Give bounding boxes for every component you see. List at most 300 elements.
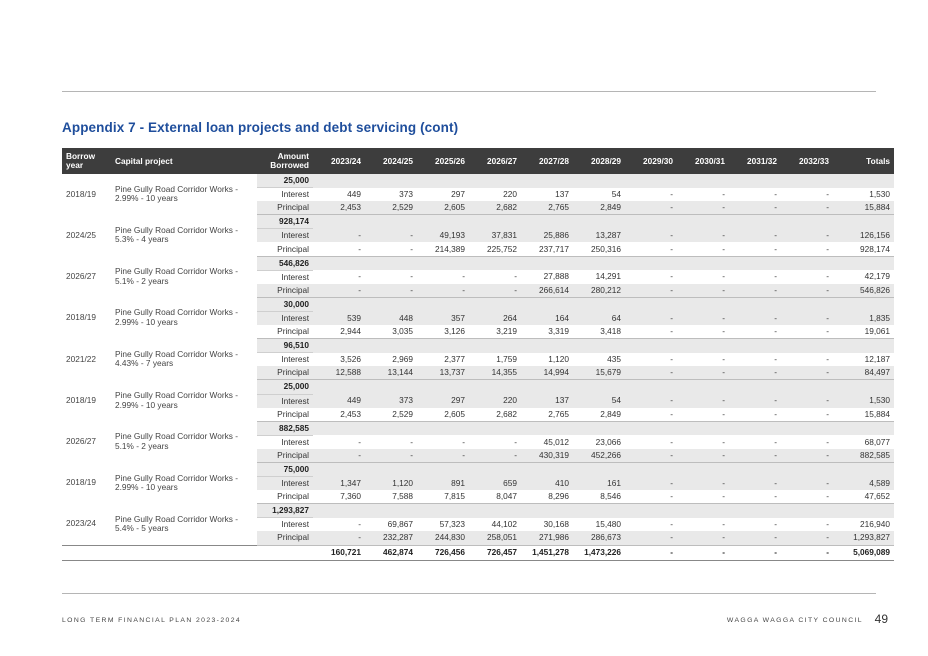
value-cell: -: [625, 531, 677, 545]
empty-cell: [469, 380, 521, 394]
value-cell: -: [625, 366, 677, 380]
table-row: [62, 174, 894, 188]
value-cell: -: [722, 271, 725, 282]
empty-cell: [781, 421, 833, 435]
value-cell: -: [774, 436, 777, 447]
empty-cell: [469, 504, 521, 518]
value-cell: 264: [469, 311, 521, 325]
value-cell: 452,266: [573, 449, 625, 463]
value-cell: 449: [313, 394, 365, 408]
value-cell: -: [781, 449, 833, 463]
value-cell: 23,066: [595, 436, 621, 447]
column-header: 2030/31: [677, 148, 729, 174]
capital-project: Pine Gully Road Corridor Works - 5.1% - 2 years: [115, 431, 238, 451]
empty-cell: [677, 256, 729, 270]
value-cell: -: [625, 490, 677, 504]
empty-cell: [729, 380, 781, 394]
value-cell: 3,319: [521, 325, 573, 339]
empty-cell: [573, 339, 625, 353]
empty-cell: [573, 215, 625, 229]
table-row: [62, 504, 894, 518]
value-cell: -: [722, 436, 725, 447]
borrow-year: 2018/19: [66, 188, 96, 199]
amount-borrowed: 30,000: [257, 297, 313, 311]
value-cell: 266,614: [521, 284, 573, 298]
total-cell: 1,473,226: [573, 545, 625, 560]
empty-cell: [521, 256, 573, 270]
value-cell: 54: [611, 188, 621, 199]
value-cell: 220: [503, 188, 517, 199]
empty-cell: [729, 215, 781, 229]
amount-borrowed: 546,826: [257, 256, 313, 270]
row-label-principal: Principal: [257, 531, 313, 545]
value-cell: 126,156: [833, 229, 894, 243]
empty-cell: [521, 215, 573, 229]
value-cell: 49,193: [417, 229, 469, 243]
value-cell: 1,293,827: [833, 531, 894, 545]
table-row: [62, 215, 894, 229]
value-cell: 54: [573, 394, 625, 408]
empty-cell: [521, 174, 573, 188]
value-cell: -: [417, 284, 469, 298]
value-cell: 1,530: [833, 394, 894, 408]
empty-cell: [729, 421, 781, 435]
value-cell: -: [670, 436, 673, 447]
value-cell: 2,529: [365, 201, 417, 215]
value-cell: 14,994: [521, 366, 573, 380]
empty-cell: [729, 174, 781, 188]
empty-cell: [573, 380, 625, 394]
value-cell: -: [365, 242, 417, 256]
value-cell: -: [358, 436, 361, 447]
total-cell: 462,874: [365, 545, 417, 560]
value-cell: -: [729, 477, 781, 491]
borrow-year: 2026/27: [66, 270, 96, 281]
value-cell: -: [514, 271, 517, 282]
total-cell: 160,721: [313, 545, 365, 560]
column-header: 2031/32: [729, 148, 781, 174]
value-cell: 37,831: [469, 229, 521, 243]
row-label-principal: Principal: [257, 490, 313, 504]
value-cell: -: [670, 188, 673, 199]
value-cell: -: [514, 436, 517, 447]
value-cell: -: [677, 490, 729, 504]
value-cell: -: [313, 242, 365, 256]
page-title: Appendix 7 - External loan projects and debt servicing (cont): [62, 120, 459, 135]
empty-cell: [677, 339, 729, 353]
column-header: 2029/30: [625, 148, 677, 174]
value-cell: -: [774, 188, 777, 199]
empty-cell: [521, 380, 573, 394]
value-cell: 2,849: [573, 408, 625, 422]
empty-cell: [469, 256, 521, 270]
amount-borrowed: 75,000: [257, 462, 313, 476]
value-cell: 1,347: [313, 477, 365, 491]
empty-cell: [833, 174, 894, 188]
borrow-year: 2024/25: [66, 229, 96, 240]
top-rule: [62, 91, 876, 92]
value-cell: 280,212: [573, 284, 625, 298]
capital-project: Pine Gully Road Corridor Works - 2.99% - 10 years: [115, 390, 238, 410]
empty-cell: [365, 256, 417, 270]
value-cell: 12,588: [313, 366, 365, 380]
empty-cell: [365, 297, 417, 311]
amount-borrowed: 928,174: [257, 215, 313, 229]
value-cell: -: [774, 519, 777, 530]
empty-cell: [469, 421, 521, 435]
value-cell: -: [358, 271, 361, 282]
value-cell: -: [625, 408, 677, 422]
value-cell: 3,035: [365, 325, 417, 339]
column-header: 2032/33: [781, 148, 833, 174]
value-cell: 137: [521, 394, 573, 408]
value-cell: 42,179: [864, 271, 890, 282]
value-cell: 15,884: [833, 408, 894, 422]
borrow-year: 2026/27: [66, 436, 96, 447]
value-cell: -: [826, 519, 829, 530]
value-cell: 2,944: [313, 325, 365, 339]
value-cell: -: [670, 519, 673, 530]
value-cell: 449: [347, 188, 361, 199]
value-cell: -: [781, 325, 833, 339]
value-cell: 297: [417, 394, 469, 408]
empty-cell: [625, 380, 677, 394]
row-label-interest: Interest: [281, 271, 309, 282]
value-cell: -: [410, 271, 413, 282]
value-cell: -: [781, 242, 833, 256]
value-cell: 659: [469, 477, 521, 491]
column-header: Totals: [833, 148, 894, 174]
value-cell: 84,497: [833, 366, 894, 380]
empty-cell: [111, 545, 257, 560]
total-cell: 726,457: [469, 545, 521, 560]
empty-cell: [62, 545, 111, 560]
row-label-interest: Interest: [257, 477, 313, 491]
empty-cell: [313, 421, 365, 435]
value-cell: 2,765: [521, 408, 573, 422]
column-header: 2023/24: [313, 148, 365, 174]
value-cell: -: [729, 531, 781, 545]
value-cell: 2,969: [392, 354, 413, 365]
empty-cell: [729, 462, 781, 476]
value-cell: -: [729, 311, 781, 325]
value-cell: 2,377: [444, 354, 465, 365]
value-cell: -: [677, 449, 729, 463]
value-cell: 357: [417, 311, 469, 325]
value-cell: -: [625, 477, 677, 491]
empty-cell: [781, 297, 833, 311]
value-cell: 891: [417, 477, 469, 491]
amount-borrowed: 1,293,827: [257, 504, 313, 518]
value-cell: 4,589: [833, 477, 894, 491]
total-cell: 1,451,278: [521, 545, 573, 560]
empty-cell: [313, 215, 365, 229]
empty-cell: [833, 339, 894, 353]
table-row: [62, 421, 894, 435]
empty-cell: [625, 174, 677, 188]
value-cell: 373: [399, 188, 413, 199]
value-cell: -: [625, 311, 677, 325]
column-header: 2028/29: [573, 148, 625, 174]
empty-cell: [833, 380, 894, 394]
value-cell: -: [781, 229, 833, 243]
empty-cell: [313, 462, 365, 476]
value-cell: -: [677, 394, 729, 408]
empty-cell: [625, 339, 677, 353]
value-cell: 15,480: [595, 519, 621, 530]
value-cell: -: [677, 311, 729, 325]
empty-cell: [781, 462, 833, 476]
value-cell: -: [625, 325, 677, 339]
total-cell: -: [781, 545, 833, 560]
value-cell: 435: [607, 354, 621, 365]
empty-cell: [573, 256, 625, 270]
value-cell: -: [781, 284, 833, 298]
empty-cell: [677, 380, 729, 394]
value-cell: -: [677, 284, 729, 298]
empty-cell: [781, 339, 833, 353]
empty-cell: [573, 504, 625, 518]
value-cell: 1,530: [869, 188, 890, 199]
loan-table: [62, 148, 894, 561]
value-cell: 237,717: [521, 242, 573, 256]
value-cell: 410: [521, 477, 573, 491]
value-cell: -: [462, 271, 465, 282]
empty-cell: [417, 339, 469, 353]
empty-cell: [521, 462, 573, 476]
empty-cell: [417, 215, 469, 229]
value-cell: -: [677, 242, 729, 256]
value-cell: -: [677, 531, 729, 545]
row-label-interest: Interest: [257, 311, 313, 325]
table-row: [62, 256, 894, 270]
value-cell: 430,319: [521, 449, 573, 463]
value-cell: 57,323: [439, 519, 465, 530]
value-cell: 12,187: [864, 354, 890, 365]
value-cell: 30,168: [543, 519, 569, 530]
empty-cell: [469, 339, 521, 353]
row-label-interest: Interest: [281, 436, 309, 447]
value-cell: 15,884: [833, 201, 894, 215]
empty-cell: [833, 256, 894, 270]
value-cell: 258,051: [469, 531, 521, 545]
column-header: 2027/28: [521, 148, 573, 174]
value-cell: 2,605: [417, 201, 469, 215]
value-cell: 2,529: [365, 408, 417, 422]
value-cell: 214,389: [417, 242, 469, 256]
amount-borrowed: 96,510: [257, 339, 313, 353]
value-cell: 69,867: [387, 519, 413, 530]
column-header: 2025/26: [417, 148, 469, 174]
empty-cell: [677, 504, 729, 518]
value-cell: -: [365, 229, 417, 243]
empty-cell: [313, 339, 365, 353]
empty-cell: [833, 462, 894, 476]
value-cell: 8,047: [469, 490, 521, 504]
borrow-year: 2018/19: [66, 394, 96, 405]
value-cell: 232,287: [365, 531, 417, 545]
empty-cell: [257, 545, 313, 560]
borrow-year: 2021/22: [66, 353, 96, 364]
value-cell: 220: [469, 394, 521, 408]
value-cell: -: [729, 201, 781, 215]
empty-cell: [417, 174, 469, 188]
empty-cell: [833, 215, 894, 229]
value-cell: -: [729, 490, 781, 504]
value-cell: -: [313, 531, 365, 545]
row-label-interest: Interest: [281, 519, 309, 530]
empty-cell: [417, 380, 469, 394]
value-cell: -: [826, 436, 829, 447]
value-cell: -: [677, 229, 729, 243]
value-cell: -: [826, 271, 829, 282]
value-cell: 8,546: [573, 490, 625, 504]
value-cell: -: [313, 284, 365, 298]
value-cell: -: [781, 366, 833, 380]
value-cell: -: [625, 284, 677, 298]
value-cell: 7,360: [313, 490, 365, 504]
empty-cell: [365, 339, 417, 353]
footer-left: LONG TERM FINANCIAL PLAN 2023-2024: [62, 617, 242, 624]
table-row: [62, 462, 894, 476]
value-cell: 3,418: [573, 325, 625, 339]
empty-cell: [729, 339, 781, 353]
empty-cell: [625, 421, 677, 435]
value-cell: 2,682: [469, 408, 521, 422]
empty-cell: [729, 504, 781, 518]
bottom-rule: [62, 593, 876, 594]
column-header: 2024/25: [365, 148, 417, 174]
value-cell: -: [781, 311, 833, 325]
value-cell: 2,849: [573, 201, 625, 215]
value-cell: -: [826, 188, 829, 199]
value-cell: 7,815: [417, 490, 469, 504]
row-label-principal: Principal: [257, 408, 313, 422]
value-cell: 2,453: [313, 408, 365, 422]
value-cell: 286,673: [573, 531, 625, 545]
capital-project: Pine Gully Road Corridor Works - 5.1% - 2 years: [115, 266, 238, 286]
empty-cell: [521, 421, 573, 435]
value-cell: -: [729, 408, 781, 422]
empty-cell: [417, 256, 469, 270]
value-cell: 13,737: [417, 366, 469, 380]
value-cell: -: [774, 271, 777, 282]
empty-cell: [677, 462, 729, 476]
capital-project: Pine Gully Road Corridor Works - 2.99% - 10 years: [115, 472, 238, 493]
value-cell: -: [781, 477, 833, 491]
empty-cell: [677, 215, 729, 229]
value-cell: 47,652: [833, 490, 894, 504]
empty-cell: [313, 504, 365, 518]
value-cell: 25,886: [521, 229, 573, 243]
row-label-principal: Principal: [257, 242, 313, 256]
row-label-interest: Interest: [281, 189, 309, 200]
value-cell: 2,765: [521, 201, 573, 215]
column-header: Amount Borrowed: [257, 148, 313, 174]
value-cell: -: [625, 449, 677, 463]
empty-cell: [573, 297, 625, 311]
empty-cell: [521, 339, 573, 353]
value-cell: 546,826: [833, 284, 894, 298]
empty-cell: [469, 215, 521, 229]
value-cell: 27,888: [543, 271, 569, 282]
table-row: [62, 297, 894, 311]
total-cell: -: [677, 545, 729, 560]
value-cell: -: [677, 366, 729, 380]
value-cell: -: [625, 242, 677, 256]
value-cell: 250,316: [573, 242, 625, 256]
empty-cell: [781, 504, 833, 518]
empty-cell: [625, 504, 677, 518]
value-cell: 2,605: [417, 408, 469, 422]
empty-cell: [417, 297, 469, 311]
value-cell: 244,830: [417, 531, 469, 545]
value-cell: -: [677, 408, 729, 422]
capital-project: Pine Gully Road Corridor Works - 2.99% - 10 years: [115, 183, 238, 204]
value-cell: 19,061: [833, 325, 894, 339]
empty-cell: [417, 462, 469, 476]
amount-borrowed: 25,000: [257, 380, 313, 394]
value-cell: 2,682: [469, 201, 521, 215]
amount-borrowed: 882,585: [257, 421, 313, 435]
value-cell: -: [625, 229, 677, 243]
value-cell: -: [365, 449, 417, 463]
value-cell: 2,453: [313, 201, 365, 215]
value-cell: -: [729, 284, 781, 298]
footer-right: WAGGA WAGGA CITY COUNCIL: [726, 617, 863, 624]
table-header: [62, 148, 894, 174]
amount-borrowed: 25,000: [257, 174, 313, 188]
empty-cell: [833, 504, 894, 518]
empty-cell: [625, 297, 677, 311]
empty-cell: [833, 421, 894, 435]
value-cell: 161: [573, 477, 625, 491]
value-cell: 1,120: [365, 477, 417, 491]
value-cell: -: [417, 449, 469, 463]
empty-cell: [625, 256, 677, 270]
value-cell: -: [469, 449, 521, 463]
row-label-principal: Principal: [257, 284, 313, 298]
empty-cell: [365, 215, 417, 229]
empty-cell: [573, 174, 625, 188]
row-label-principal: Principal: [257, 325, 313, 339]
empty-cell: [833, 297, 894, 311]
empty-cell: [365, 380, 417, 394]
empty-cell: [729, 256, 781, 270]
row-label-interest: Interest: [281, 354, 309, 365]
value-cell: -: [677, 201, 729, 215]
value-cell: -: [677, 325, 729, 339]
value-cell: 3,526: [340, 354, 361, 365]
value-cell: 3,126: [417, 325, 469, 339]
value-cell: 8,296: [521, 490, 573, 504]
value-cell: 7,588: [365, 490, 417, 504]
value-cell: -: [826, 354, 829, 365]
value-cell: 164: [521, 311, 573, 325]
empty-cell: [573, 462, 625, 476]
total-cell: -: [729, 545, 781, 560]
value-cell: -: [410, 436, 413, 447]
column-header: Borrow year: [62, 148, 111, 174]
borrow-year: 2018/19: [66, 312, 96, 323]
value-cell: 64: [573, 311, 625, 325]
empty-cell: [677, 297, 729, 311]
total-cell: 726,456: [417, 545, 469, 560]
value-cell: 45,012: [543, 436, 569, 447]
value-cell: 225,752: [469, 242, 521, 256]
empty-cell: [521, 504, 573, 518]
empty-cell: [313, 174, 365, 188]
